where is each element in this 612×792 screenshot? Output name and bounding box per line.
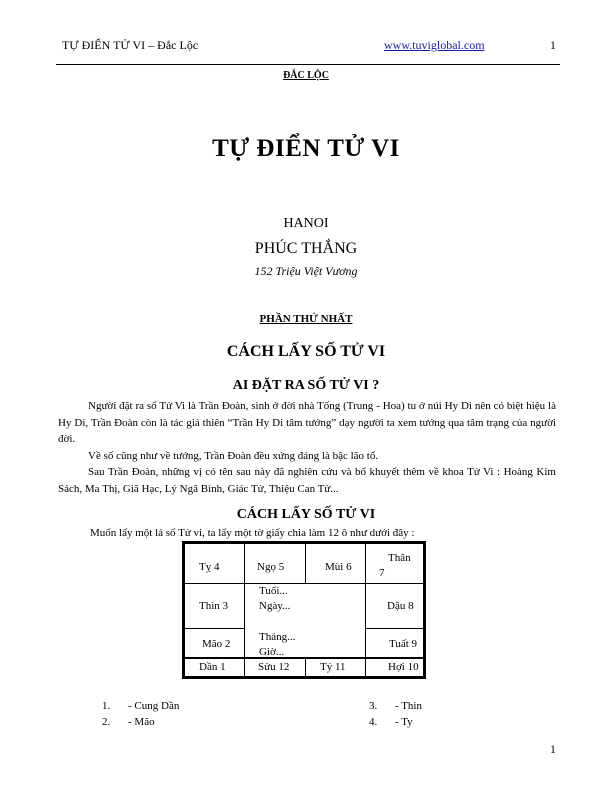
cell-ngo: Ngọ 5 [257, 561, 285, 573]
list-item-number: 3. [369, 700, 378, 712]
section-title-1: CÁCH LẤY SỐ TỬ VI [226, 343, 386, 360]
subsection-title: AI ĐẶT RA SỐ TỬ VI ? [232, 378, 380, 393]
cell-hoi: Hợi 10 [388, 661, 419, 673]
cell-ty: Tỵ 4 [199, 561, 220, 573]
header-page-number: 1 [550, 38, 556, 52]
publisher: PHÚC THẮNG [254, 240, 358, 257]
city: HANOI [283, 216, 329, 231]
cell-thin: Thìn 3 [199, 600, 229, 612]
author-name: ĐẮC LỘC [283, 70, 329, 81]
cell-dau: Dậu 8 [387, 600, 414, 612]
cell-mui: Mùi 6 [325, 561, 352, 573]
center-thang: Tháng... [259, 631, 296, 643]
grid-line [244, 544, 245, 676]
header-title: TỰ ĐIỂN TỬ VI – Đắc Lộc [62, 38, 199, 52]
paragraph-2: Về số cũng như về tướng, Trần Đoàn đều xứng đáng là bậc lão tổ. [88, 449, 379, 462]
cell-than-number: 7 [379, 567, 385, 579]
grid-line [185, 657, 423, 659]
list-item-text: - Thìn [395, 700, 422, 712]
book-title: TỰ ĐIỂN TỬ VI [212, 135, 400, 162]
cell-than: Thân [388, 552, 411, 564]
cell-mao: Mão 2 [202, 638, 231, 650]
center-ngay: Ngày... [259, 600, 291, 612]
grid-line [185, 628, 244, 629]
list-item-text: - Ty [395, 716, 413, 728]
part-heading: PHẦN THỨ NHẤT [259, 313, 353, 325]
grid-line [365, 544, 366, 676]
list-item-number: 1. [102, 700, 111, 712]
center-tuoi: Tuổi... [259, 585, 288, 597]
cell-ty-rat: Tý 11 [320, 661, 346, 673]
chart-intro: Muốn lấy một lá số Tử vi, ta lấy một tờ giấy chia làm 12 ô như dưới đây : [90, 527, 415, 539]
cell-suu: Sửu 12 [258, 661, 290, 673]
grid-line [305, 659, 306, 676]
cell-tuat: Tuất 9 [389, 638, 418, 650]
list-item-number: 4. [369, 716, 378, 728]
header-divider [56, 64, 560, 65]
body-text [58, 398, 556, 497]
footer-page-number: 1 [550, 742, 556, 756]
paragraph-1: Người đặt ra số Tử Vi là Trần Đoàn, sinh ở đời nhà Tống (Trung - Hoa) tu ở núi Hy Di nên có biệt hiệu là Hy Di, Trần Đoàn còn là tác giả thiên “Trần Hy Di tâm tướng” dạy người ta xem tướng qua tâm trạng của người đời. [58, 400, 556, 445]
grid-line [305, 544, 306, 583]
list-item-number: 2. [102, 716, 111, 728]
grid-line [365, 628, 423, 629]
publisher-address: 152 Triệu Việt Vương [254, 264, 358, 278]
list-item-text: - Cung Dần [128, 700, 180, 712]
cell-dan: Dần 1 [199, 661, 226, 673]
grid-line [185, 583, 423, 584]
paragraph-3: Sau Trần Đoàn, những vị có tên sau này đã nghiên cứu và bổ khuyết thêm về khoa Tử Vi : Hoàng Kim Sách, Ma Thị, Giã Hạc, Lý Ngã Bình, Giác Tử, Thiệu Can Tử... [58, 466, 556, 495]
center-gio: Giờ... [259, 646, 285, 658]
twelve-palace-chart [182, 541, 426, 679]
website-link[interactable]: www.tuviglobal.com [384, 38, 485, 52]
section-title-2: CÁCH LẤY SỐ TỬ VI [236, 507, 376, 522]
list-item-text: - Mão [128, 716, 155, 728]
